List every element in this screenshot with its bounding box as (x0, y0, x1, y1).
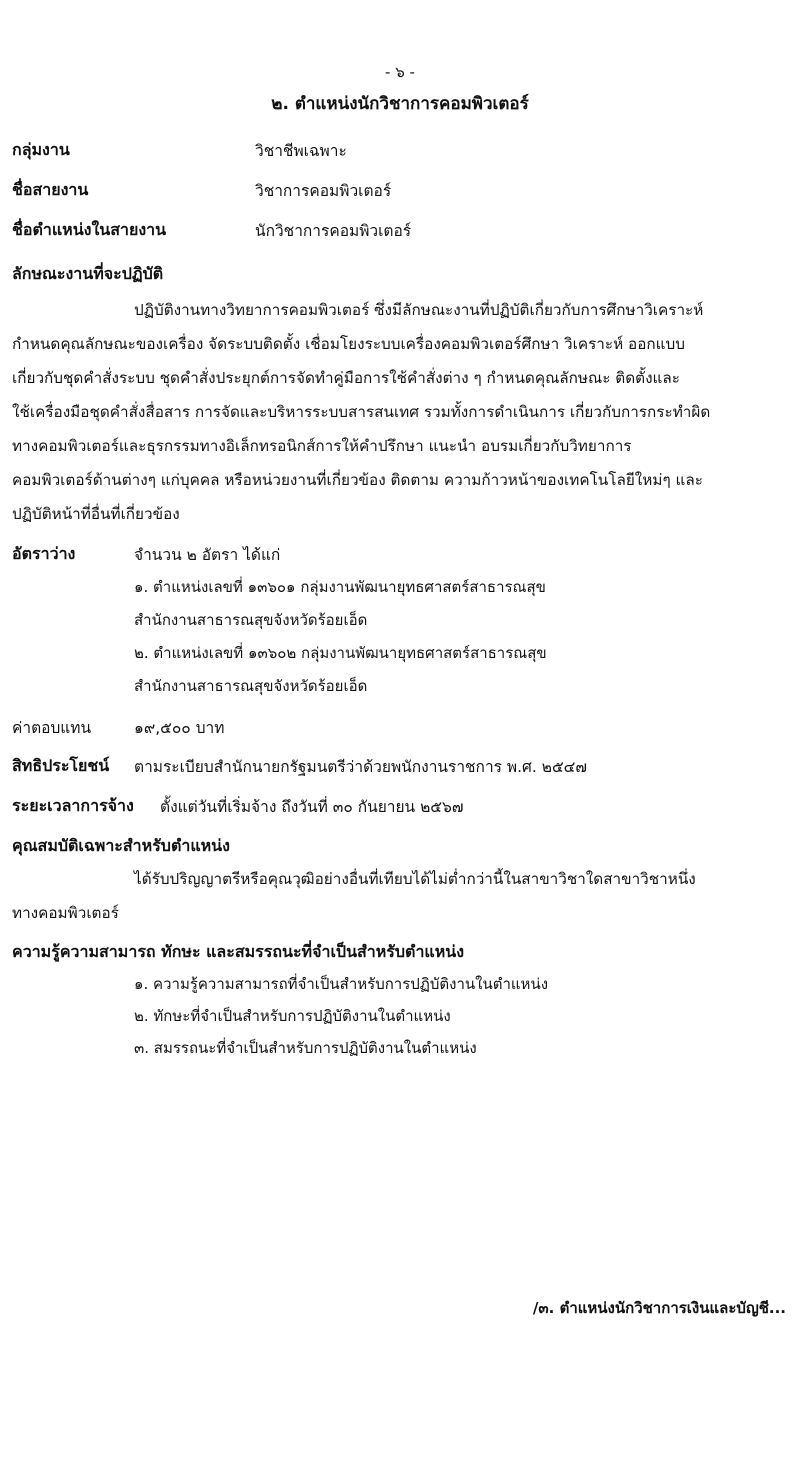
duties-line: ปฏิบัติหน้าที่อื่นที่เกี่ยวข้อง (12, 505, 180, 523)
continuation-note: /๓. ตำแหน่งนักวิชาการเงินและบัญชี... (532, 1299, 786, 1317)
benefits-value: ตามระเบียบสำนักนายกรัฐมนตรีว่าด้วยพนักงานราชการ พ.ศ. ๒๕๔๗ (134, 758, 588, 776)
field-label-work-group: กลุ่มงาน (12, 140, 70, 159)
field-label-line-name: ชื่อสายงาน (12, 180, 89, 199)
duties-line: ใช้เครื่องมือชุดคำสั่งสื่อสาร การจัดและบริหารระบบสารสนเทศ รวมทั้งการดำเนินการ เกี่ยวกับการกระทำผิด (12, 403, 711, 421)
field-value-work-group: วิชาชีพเฉพาะ (255, 142, 347, 160)
salary-label: ค่าตอบแทน (12, 719, 92, 737)
competency-item: ๒. ทักษะที่จำเป็นสำหรับการปฏิบัติงานในตำแหน่ง (134, 1007, 451, 1025)
competency-item: ๑. ความรู้ความสามารถที่จำเป็นสำหรับการปฏิบัติงานในตำแหน่ง (134, 975, 549, 993)
vacancy-item: ๑. ตำแหน่งเลขที่ ๑๓๖๐๑ กลุ่มงานพัฒนายุทธศาสตร์สาธารณสุข (134, 578, 546, 596)
field-label-position-name: ชื่อตำแหน่งในสายงาน (12, 220, 167, 239)
duration-label: ระยะเวลาการจ้าง (12, 796, 134, 815)
qualifications-text: ได้รับปริญญาตรีหรือคุณวุฒิอย่างอื่นที่เทียบได้ไม่ต่ำกว่านี้ในสาขาวิชาใดสาขาวิชาหนึ่ง (134, 870, 696, 888)
qualifications-text: ทางคอมพิวเตอร์ (12, 904, 119, 922)
vacancy-item-office: สำนักงานสาธารณสุขจังหวัดร้อยเอ็ด (134, 611, 368, 629)
field-value-position-name: นักวิชาการคอมพิวเตอร์ (255, 222, 412, 240)
duration-value: ตั้งแต่วันที่เริ่มจ้าง ถึงวันที่ ๓๐ กันยายน ๒๕๖๗ (160, 798, 464, 816)
competency-heading: ความรู้ความสามารถ ทักษะ และสมรรถนะที่จำเป็นสำหรับตำแหน่ง (12, 942, 465, 961)
duties-line: เกี่ยวกับชุดคำสั่งระบบ ชุดคำสั่งประยุกต์การจัดทำคู่มือการใช้คำสั่งต่าง ๆ กำหนดคุณลักษณะ ติดตั้งและ (12, 369, 680, 387)
benefits-label: สิทธิประโยชน์ (12, 756, 110, 775)
duties-line: คอมพิวเตอร์ด้านต่างๆ แก่บุคคล หรือหน่วยงานที่เกี่ยวข้อง ติดตาม ความก้าวหน้าของเทคโนโลยีใหม่ๆ และ (12, 471, 703, 489)
position-title: ๒. ตำแหน่งนักวิชาการคอมพิวเตอร์ (271, 94, 529, 114)
duties-line: กำหนดคุณลักษณะของเครื่อง จัดระบบติดตั้ง เชื่อมโยงระบบเครื่องคอมพิวเตอร์ศึกษา วิเคราะห์ ออกแบบ (12, 335, 685, 353)
duties-line: ทางคอมพิวเตอร์และธุรกรรมทางอิเล็กทรอนิกส์การให้คำปรึกษา แนะนำ อบรมเกี่ยวกับวิทยาการ (12, 437, 632, 455)
page-number: - ๖ - (385, 63, 415, 81)
salary-value: ๑๙,๕๐๐ บาท (134, 719, 225, 737)
competency-item: ๓. สมรรถนะที่จำเป็นสำหรับการปฏิบัติงานในตำแหน่ง (134, 1039, 477, 1057)
vacancy-item-office: สำนักงานสาธารณสุขจังหวัดร้อยเอ็ด (134, 677, 368, 695)
vacancy-summary: จำนวน ๒ อัตรา ได้แก่ (134, 546, 281, 564)
field-value-line-name: วิชาการคอมพิวเตอร์ (255, 182, 392, 200)
vacancy-item: ๒. ตำแหน่งเลขที่ ๑๓๖๐๒ กลุ่มงานพัฒนายุทธศาสตร์สาธารณสุข (134, 644, 547, 662)
duties-line: ปฏิบัติงานทางวิทยาการคอมพิวเตอร์ ซึ่งมีลักษณะงานที่ปฏิบัติเกี่ยวกับการศึกษาวิเคราะห์ (134, 301, 704, 319)
qualifications-heading: คุณสมบัติเฉพาะสำหรับตำแหน่ง (12, 836, 230, 855)
duties-heading: ลักษณะงานที่จะปฏิบัติ (12, 264, 164, 283)
vacancy-label: อัตราว่าง (12, 544, 76, 563)
